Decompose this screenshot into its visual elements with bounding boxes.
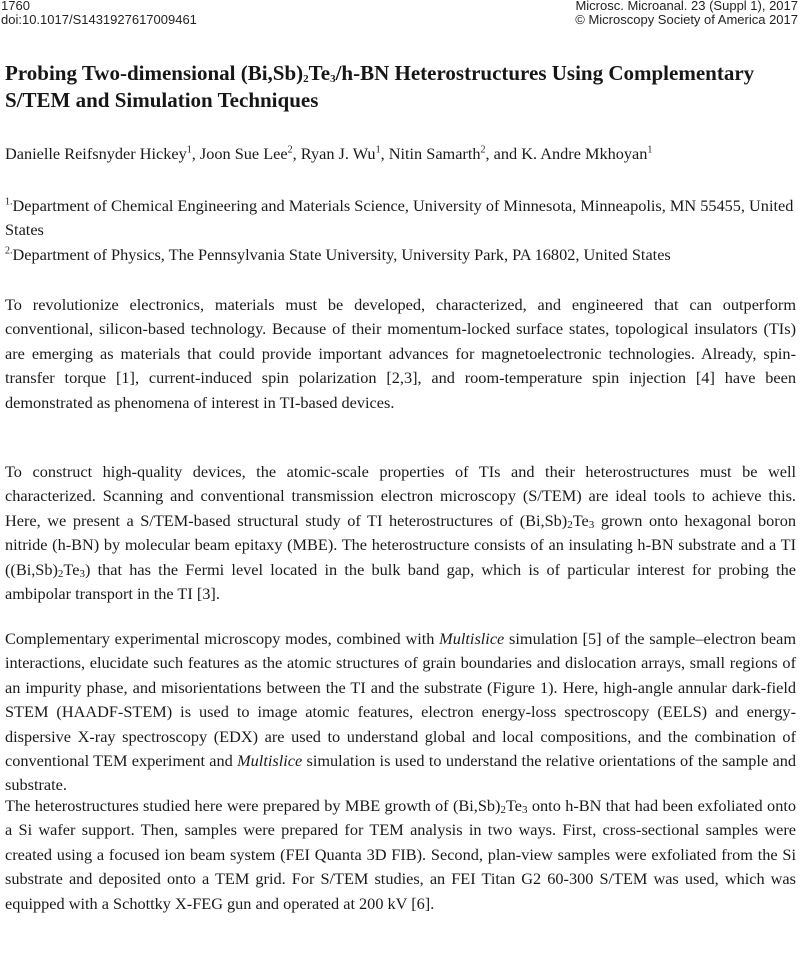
paragraph-preparation: The heterostructures studied here were prepared by MBE growth of $(Bi,Sb)_2Te_3$ onto h-BN that had been exfoliated onto a Si wafer support. Then, samples were prepared for TEM analysis in two ways. First, cross-sectional samples were created using a focused ion beam system (FEI Quanta 3D FIB). Second, plan-view samples were exfoliated from the Si substrate and deposited onto a TEM grid. For S/TEM studies, an FEI Titan G2 60-300 S/TEM was used, which was equipped with a Schottky X-FEG gun and operated at 200 kV [6]. (5, 796, 797, 913)
author: Joon Sue Lee$^2$, (199, 144, 301, 163)
page-number: 1760 (1, 0, 30, 13)
author: Danielle Reifsnyder Hickey$^1$, (5, 144, 200, 163)
author: Nitin Samarth$^2$, and (388, 144, 522, 163)
paper-title: Probing Two-dimensional $(Bi,Sb)_2Te_3/h-BN$ Heterostructures Using Complementary S/TEM and Simulation Techniques (5, 61, 755, 112)
affiliation-1: $^{1.}$Department of Chemical Engineering and Materials Science, University of Minnesota, Minneapolis, MN 55455, United States (5, 196, 794, 239)
author-list (5, 142, 800, 166)
author: Ryan J. Wu$^1$, (300, 144, 389, 163)
journal-citation: Microsc. Microanal. 23 (Suppl 1), 2017 (575, 0, 798, 13)
paragraph-methods: Complementary experimental microscopy modes, combined with Multislice simulation [5] of the sample–electron beam interactions, elucidate such features as the atomic structures of grain boundaries and dislocation arrays, small regions of an impurity phase, and misorientations between the TI and the substrate (Figure 1). Here, high-angle annular dark-field STEM (HAADF-STEM) is used to image atomic features, electron energy-loss spectroscopy (EELS) and energy-dispersive X-ray spectroscopy (EDX) are used to understand global and local compositions, and the combination of conventional TEM experiment and Multislice simulation is used to understand the relative orientations of the sample and substrate. (5, 629, 796, 795)
paragraph-intro: To revolutionize electronics, materials must be developed, characterized, and engineered that can outperform conventional, silicon-based technology. Because of their momentum-locked surface states, topological insulators (TIs) are emerging as materials that could provide important advances for magnetoelectronic technologies. Already, spin-transfer torque [1], current-induced spin polarization [2,3], and room-temperature spin injection [4] have been demonstrated as phenomena of interest in TI-based devices. (5, 295, 796, 412)
copyright: © Microscopy Society of America 2017 (575, 12, 798, 27)
author: K. Andre Mkhoyan$^1$ (521, 144, 653, 163)
affiliation-2: $^{2.}$Department of Physics, The Pennsylvania State University, University Park, PA 16802, United States (5, 245, 671, 264)
doi: doi:10.1017/S1431927617009461 (1, 12, 197, 27)
paragraph-devices: To construct high-quality devices, the atomic-scale properties of TIs and their heterostructures must be well characterized. Scanning and conventional transmission electron microscopy (S/TEM) are ideal tools to achieve this. Here, we present a S/TEM-based structural study of TI heterostructures of $(Bi,Sb)_2Te_3$ grown onto hexagonal boron nitride (h-BN) by molecular beam epitaxy (MBE). The heterostructure consists of an insulating h-BN substrate and a TI $((Bi,Sb)_2Te_3)$ that has the Fermi level located in the bulk band gap, which is of particular interest for probing the ambipolar transport in the TI [3]. (5, 462, 796, 604)
